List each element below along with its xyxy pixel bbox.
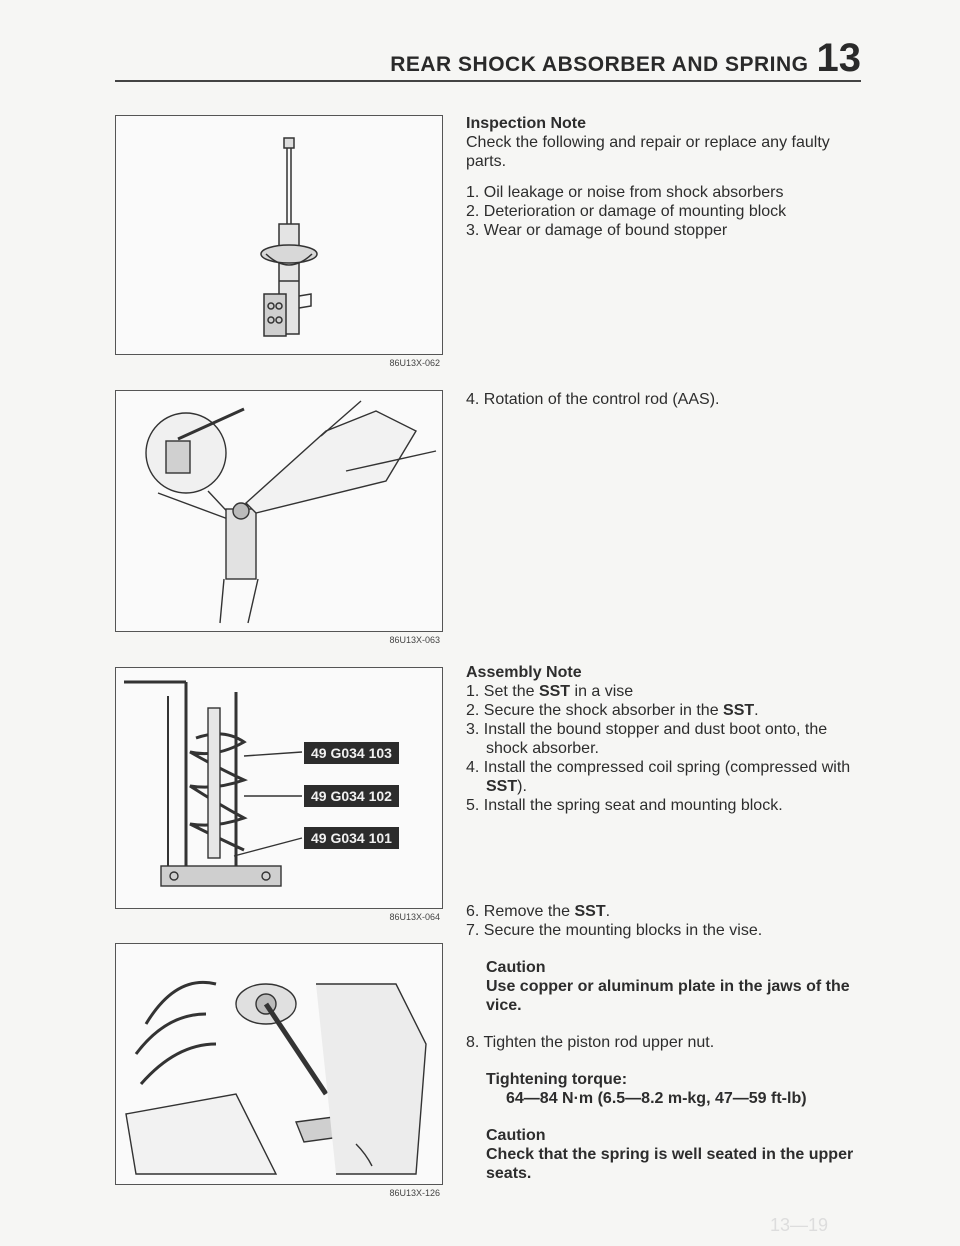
- caution-text: Use copper or aluminum plate in the jaws of the vice.: [486, 978, 850, 1014]
- figure-code: 86U13X-126: [389, 1188, 440, 1198]
- assembly-step-3: 3. Install the bound stopper and dust boot onto, the shock absorber.: [466, 721, 828, 757]
- torque-value: 64—84 N·m (6.5—8.2 m-kg, 47—59 ft-lb): [506, 1090, 807, 1107]
- assembly-heading: Assembly Note: [466, 664, 582, 681]
- section-title: REAR SHOCK ABSORBER AND SPRING: [390, 53, 809, 76]
- torque-title: Tightening torque:: [486, 1071, 628, 1088]
- torque-spec: [466, 1070, 866, 1108]
- inspection-note: [466, 114, 866, 240]
- piston-nut-illustration: [116, 944, 442, 1184]
- assembly-step-4: 4. Install the compressed coil spring (compressed with SST).: [466, 759, 851, 795]
- assembly-step-5: 5. Install the spring seat and mounting block.: [466, 797, 783, 814]
- figure-control-rod: [115, 390, 443, 645]
- caution-vise: [466, 958, 866, 1015]
- sst-label-103: 49 G034 103: [304, 742, 399, 764]
- figure-spring-compressor: [115, 667, 443, 922]
- assembly-step-1: 1. Set the SST in a vise: [466, 683, 634, 700]
- assembly-step-6: 6. Remove the SST.: [466, 903, 611, 920]
- caution-title: Caution: [486, 959, 546, 976]
- sst-label-102: 49 G034 102: [304, 785, 399, 807]
- page-number: 13—19: [770, 1215, 829, 1235]
- shock-absorber-illustration: [116, 116, 442, 354]
- inspection-item: 2. Deterioration or damage of mounting block: [466, 203, 787, 220]
- figure-shock-absorber: [115, 115, 443, 368]
- section-number: 13: [816, 36, 861, 80]
- figure-piston-nut: [115, 943, 443, 1198]
- header-rule: [115, 80, 861, 82]
- figure-code: 86U13X-062: [389, 358, 440, 368]
- inspection-item-4: [466, 390, 866, 409]
- caution-spring: [466, 1126, 866, 1183]
- assembly-step-8: 8. Tighten the piston rod upper nut.: [466, 1034, 715, 1051]
- inspection-item: 1. Oil leakage or noise from shock absorbers: [466, 184, 784, 201]
- figure-code: 86U13X-063: [389, 635, 440, 645]
- figure-code: 86U13X-064: [389, 912, 440, 922]
- caution-text: Check that the spring is well seated in the upper seats.: [486, 1146, 854, 1182]
- inspection-item: 3. Wear or damage of bound stopper: [466, 222, 728, 239]
- sst-label-101: 49 G034 101: [304, 827, 399, 849]
- page-header: [115, 36, 861, 80]
- assembly-step-2: 2. Secure the shock absorber in the SST.: [466, 702, 759, 719]
- inspection-intro: Check the following and repair or replace any faulty parts.: [466, 134, 830, 170]
- inspection-item: 4. Rotation of the control rod (AAS).: [466, 391, 720, 408]
- caution-title: Caution: [486, 1127, 546, 1144]
- assembly-note-continued: [466, 902, 866, 1183]
- assembly-note: [466, 663, 866, 815]
- assembly-step-7: 7. Secure the mounting blocks in the vise.: [466, 922, 763, 939]
- inspection-heading: Inspection Note: [466, 115, 587, 132]
- control-rod-illustration: [116, 391, 442, 631]
